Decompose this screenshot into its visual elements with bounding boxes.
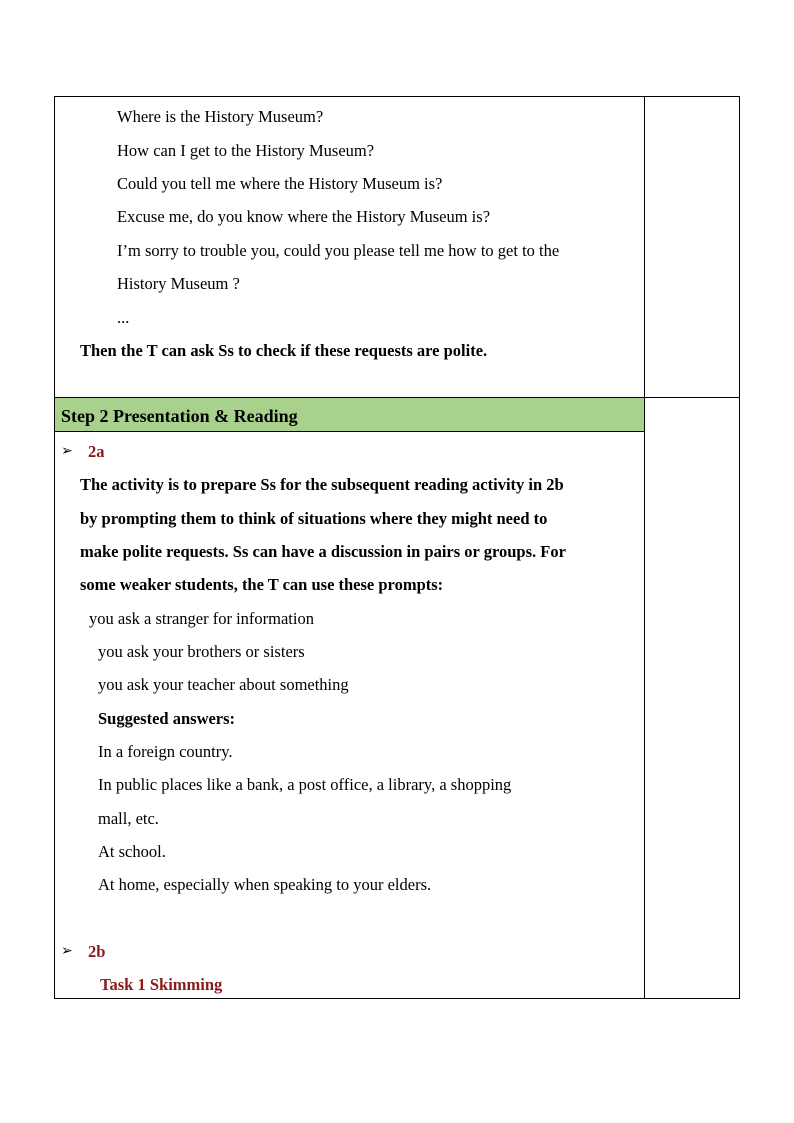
prompt-item: you ask your teacher about something [98, 675, 349, 694]
example-request: History Museum ? [117, 274, 240, 293]
table-bottom-border [54, 998, 740, 999]
answer-item: At home, especially when speaking to your elders. [98, 875, 432, 894]
table-right-border [739, 96, 740, 999]
table-top-border [54, 96, 740, 97]
step-title: Step 2 Presentation & Reading [61, 406, 298, 426]
bullet-arrow-icon: ➢ [61, 944, 73, 959]
example-request: I’m sorry to trouble you, could you please tell me how to get to the [117, 241, 560, 260]
instruction-paragraph-line: some weaker students, the T can use these prompts: [80, 575, 444, 594]
table-left-border [54, 96, 55, 999]
example-request: Where is the History Museum? [117, 107, 324, 126]
prompt-item: you ask your brothers or sisters [98, 642, 305, 661]
answer-item: mall, etc. [98, 809, 159, 828]
answer-item: In public places like a bank, a post office, a library, a shopping [98, 775, 512, 794]
example-request: Could you tell me where the History Museum is? [117, 174, 443, 193]
prompt-item: you ask a stranger for information [89, 609, 314, 628]
teacher-note: Then the T can ask Ss to check if these requests are polite. [80, 341, 488, 360]
instruction-paragraph-line: The activity is to prepare Ss for the subsequent reading activity in 2b [80, 475, 564, 494]
bullet-arrow-icon: ➢ [61, 444, 73, 459]
step-bar-bottom-border [54, 431, 644, 432]
instruction-paragraph-line: make polite requests. Ss can have a discussion in pairs or groups. For [80, 542, 566, 561]
example-request-ellipsis: ... [117, 308, 130, 327]
suggested-answers-label: Suggested answers: [98, 709, 236, 728]
answer-item: At school. [98, 842, 166, 861]
answer-item: In a foreign country. [98, 742, 233, 761]
table-column-divider [644, 96, 645, 999]
instruction-paragraph-line: by prompting them to think of situations where they might need to [80, 509, 548, 528]
example-request: Excuse me, do you know where the History Museum is? [117, 207, 491, 226]
example-request: How can I get to the History Museum? [117, 141, 375, 160]
activity-label-2b: 2b [88, 942, 106, 961]
task-1-title: Task 1 Skimming [100, 975, 223, 994]
activity-label-2a: 2a [88, 442, 105, 461]
